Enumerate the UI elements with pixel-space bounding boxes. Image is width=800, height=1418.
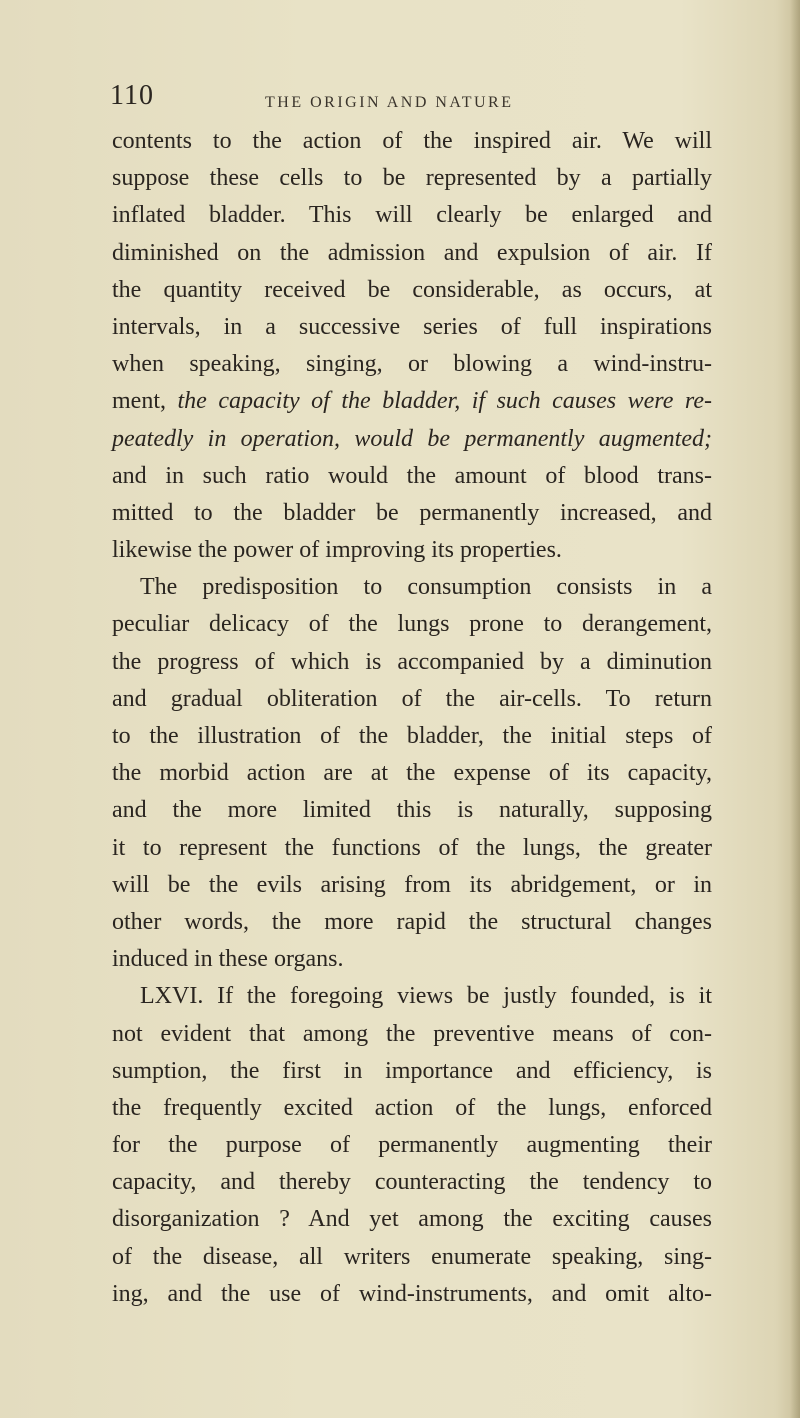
text-line: it to represent the functions of the lungs, the greater <box>112 834 712 861</box>
page-header <box>110 80 710 120</box>
text-line: and gradual obliteration of the air-cells. To return <box>112 685 712 712</box>
text-line: induced in these organs. <box>112 946 344 973</box>
text-line: will be the evils arising from its abridgement, or in <box>112 871 712 898</box>
italic-emphasis: the capacity of the bladder, if such causes were re- <box>177 388 712 415</box>
text-line: ing, and the use of wind-instruments, and omit alto- <box>112 1280 712 1307</box>
text-line-mixed <box>112 383 712 420</box>
text-line: diminished on the admission and expulsion of air. If <box>112 239 712 266</box>
italic-emphasis-line: peatedly in operation, would be permanently augmented; <box>112 425 712 452</box>
text-line: likewise the power of improving its properties. <box>112 537 562 564</box>
running-head: THE ORIGIN AND NATURE <box>265 94 514 111</box>
text-line: and in such ratio would the amount of blood trans- <box>112 462 712 489</box>
text-line: sumption, the first in importance and efficiency, is <box>112 1057 712 1084</box>
text-line: mitted to the bladder be permanently increased, and <box>112 499 712 526</box>
text-line: and the more limited this is naturally, supposing <box>112 797 712 824</box>
page-edge-shadow <box>790 0 800 1418</box>
text-line: not evident that among the preventive means of con- <box>112 1020 712 1047</box>
text-line: the quantity received be considerable, as occurs, at <box>112 276 712 303</box>
text-line: the progress of which is accompanied by a diminution <box>112 648 712 675</box>
text-line: the frequently excited action of the lungs, enforced <box>112 1094 712 1121</box>
text-line: disorganization ? And yet among the exciting causes <box>112 1206 712 1233</box>
text-line: peculiar delicacy of the lungs prone to derangement, <box>112 611 712 638</box>
text-line: for the purpose of permanently augmenting their <box>112 1132 712 1159</box>
text-line: capacity, and thereby counteracting the tendency to <box>112 1169 712 1196</box>
roman-text: ment, <box>112 388 178 415</box>
page-number: 110 <box>110 80 154 111</box>
text-line: the morbid action are at the expense of its capacity, <box>112 760 712 787</box>
text-line: other words, the more rapid the structural changes <box>112 908 712 935</box>
text-line: when speaking, singing, or blowing a wind-instru- <box>112 351 712 378</box>
paragraph-start: The predisposition to consumption consists in a <box>140 574 712 601</box>
section-lxvi-start: LXVI. If the foregoing views be justly founded, is it <box>140 983 712 1010</box>
text-line: inflated bladder. This will clearly be enlarged and <box>112 202 712 229</box>
text-line: to the illustration of the bladder, the initial steps of <box>112 723 712 749</box>
text-line: of the disease, all writers enumerate speaking, sing- <box>112 1243 712 1270</box>
body-text <box>112 123 712 1313</box>
text-line: intervals, in a successive series of full inspirations <box>112 313 712 340</box>
text-line: suppose these cells to be represented by a partially <box>112 165 712 192</box>
text-line: contents to the action of the inspired air. We will <box>112 128 712 154</box>
